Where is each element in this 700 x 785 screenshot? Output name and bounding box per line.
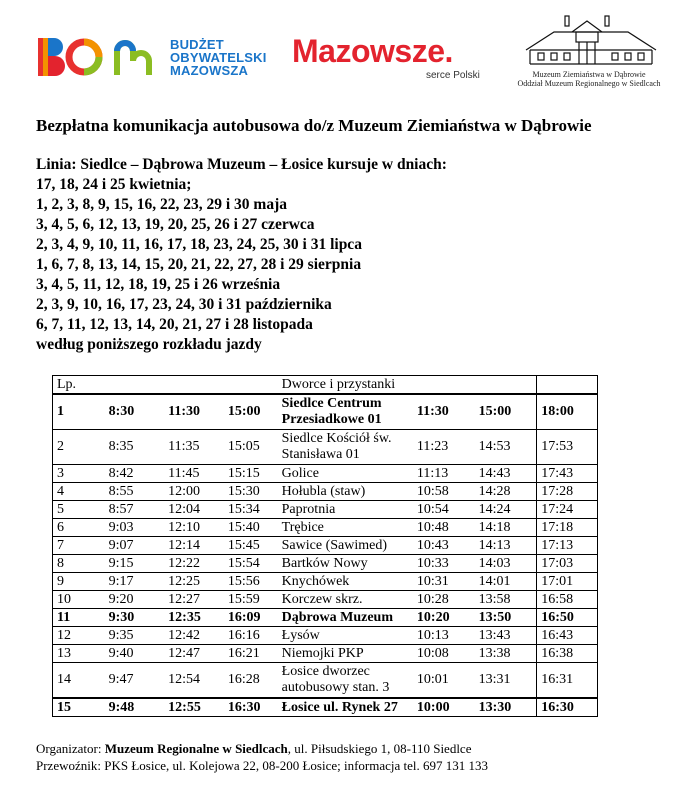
table-row <box>53 394 598 430</box>
time-back-3: 17:01 <box>537 573 598 591</box>
row-number: 1 <box>53 394 105 430</box>
time-back-2: 14:13 <box>475 537 537 555</box>
row-number: 14 <box>53 663 105 699</box>
time-out-3: 15:30 <box>224 483 278 501</box>
header-stops: Dworce i przystanki <box>278 376 537 395</box>
time-back-3: 16:43 <box>537 627 598 645</box>
time-out-3: 15:34 <box>224 501 278 519</box>
stop-name: Hołubla (staw) <box>278 483 413 501</box>
time-out-2: 12:27 <box>164 591 224 609</box>
page-title: Bezpłatna komunikacja autobusowa do/z Muzeum Ziemiaństwa w Dąbrowie <box>36 116 592 135</box>
time-back-3: 18:00 <box>537 394 598 430</box>
date-line: 3, 4, 5, 6, 12, 13, 19, 20, 25, 26 i 27 czerwca <box>36 216 315 233</box>
time-out-1: 9:48 <box>105 698 165 717</box>
stop-name: Dąbrowa Muzeum <box>278 609 413 627</box>
time-back-1: 10:54 <box>413 501 475 519</box>
date-line: 2, 3, 9, 10, 16, 17, 23, 24, 30 i 31 października <box>36 296 332 313</box>
time-out-3: 15:00 <box>224 394 278 430</box>
table-row <box>53 537 598 555</box>
row-number: 2 <box>53 430 105 465</box>
time-out-3: 16:28 <box>224 663 278 699</box>
time-back-1: 11:30 <box>413 394 475 430</box>
table-row <box>53 519 598 537</box>
table-row <box>53 609 598 627</box>
time-out-3: 15:40 <box>224 519 278 537</box>
time-out-1: 9:20 <box>105 591 165 609</box>
time-back-2: 13:31 <box>475 663 537 699</box>
museum-line1: Muzeum Ziemiaństwa w Dąbrowie <box>532 70 646 79</box>
time-back-2: 14:18 <box>475 519 537 537</box>
table-row <box>53 501 598 519</box>
time-out-3: 16:09 <box>224 609 278 627</box>
row-number: 6 <box>53 519 105 537</box>
date-line: 1, 2, 3, 8, 9, 15, 16, 22, 23, 29 i 30 maja <box>36 196 288 213</box>
time-back-2: 14:24 <box>475 501 537 519</box>
stop-name: Bartków Nowy <box>278 555 413 573</box>
stop-name: Paprotnia <box>278 501 413 519</box>
time-back-2: 13:50 <box>475 609 537 627</box>
time-back-1: 11:13 <box>413 465 475 483</box>
row-number: 10 <box>53 591 105 609</box>
stop-name: Sawice (Sawimed) <box>278 537 413 555</box>
time-out-2: 11:30 <box>164 394 224 430</box>
time-back-1: 10:33 <box>413 555 475 573</box>
time-back-3: 17:03 <box>537 555 598 573</box>
time-out-1: 8:55 <box>105 483 165 501</box>
table-row <box>53 483 598 501</box>
stop-name: Łosice dworzec autobusowy stan. 3 <box>278 663 413 699</box>
time-back-1: 10:43 <box>413 537 475 555</box>
row-number: 12 <box>53 627 105 645</box>
time-back-2: 13:58 <box>475 591 537 609</box>
date-line: 2, 3, 4, 9, 10, 11, 16, 17, 18, 23, 24, 25, 30 i 31 lipca <box>36 236 362 253</box>
time-out-1: 8:42 <box>105 465 165 483</box>
footer <box>36 740 488 774</box>
time-back-1: 10:00 <box>413 698 475 717</box>
time-back-3: 17:53 <box>537 430 598 465</box>
time-out-2: 12:35 <box>164 609 224 627</box>
time-back-1: 10:48 <box>413 519 475 537</box>
time-out-3: 15:45 <box>224 537 278 555</box>
organizer-address: , ul. Piłsudskiego 1, 08-110 Siedlce <box>287 741 472 756</box>
row-number: 9 <box>53 573 105 591</box>
time-out-2: 12:00 <box>164 483 224 501</box>
route-info <box>36 155 447 355</box>
table-row <box>53 555 598 573</box>
time-out-3: 15:56 <box>224 573 278 591</box>
row-number: 5 <box>53 501 105 519</box>
time-out-3: 16:30 <box>224 698 278 717</box>
time-out-1: 9:35 <box>105 627 165 645</box>
date-line: 6, 7, 11, 12, 13, 14, 20, 21, 27 i 28 listopada <box>36 316 313 333</box>
museum-line2: Oddział Muzeum Regionalnego w Siedlcach <box>517 79 661 88</box>
time-out-2: 12:10 <box>164 519 224 537</box>
time-back-3: 17:18 <box>537 519 598 537</box>
date-line: 3, 4, 5, 11, 12, 18, 19, 25 i 26 września <box>36 276 281 293</box>
time-out-3: 15:54 <box>224 555 278 573</box>
row-number: 15 <box>53 698 105 717</box>
time-back-3: 16:38 <box>537 645 598 663</box>
row-number: 13 <box>53 645 105 663</box>
row-number: 11 <box>53 609 105 627</box>
time-out-2: 12:54 <box>164 663 224 699</box>
budzet-obywatelski-logo-icon <box>38 37 166 82</box>
time-out-2: 12:22 <box>164 555 224 573</box>
table-row <box>53 645 598 663</box>
time-back-1: 11:23 <box>413 430 475 465</box>
time-back-3: 17:24 <box>537 501 598 519</box>
time-out-1: 8:35 <box>105 430 165 465</box>
date-line: 17, 18, 24 i 25 kwietnia; <box>36 176 192 193</box>
museum-manor-icon <box>524 14 658 75</box>
time-back-2: 13:43 <box>475 627 537 645</box>
mazowsze-logo: Mazowsze. <box>292 33 453 69</box>
time-out-2: 12:04 <box>164 501 224 519</box>
time-back-1: 10:20 <box>413 609 475 627</box>
time-back-2: 14:43 <box>475 465 537 483</box>
time-back-3: 17:28 <box>537 483 598 501</box>
time-out-2: 12:47 <box>164 645 224 663</box>
serce-polski: serce Polski <box>426 70 480 81</box>
row-number: 7 <box>53 537 105 555</box>
time-back-1: 10:31 <box>413 573 475 591</box>
time-out-1: 9:17 <box>105 573 165 591</box>
time-back-3: 16:50 <box>537 609 598 627</box>
schedule-note: według poniższego rozkładu jazdy <box>36 336 262 353</box>
time-back-3: 16:30 <box>537 698 598 717</box>
time-out-1: 8:57 <box>105 501 165 519</box>
time-out-1: 9:03 <box>105 519 165 537</box>
time-out-2: 12:25 <box>164 573 224 591</box>
time-out-2: 12:42 <box>164 627 224 645</box>
museum-caption <box>514 70 664 88</box>
row-number: 3 <box>53 465 105 483</box>
time-out-3: 16:21 <box>224 645 278 663</box>
header-lp: Lp. <box>53 376 105 395</box>
time-out-2: 12:55 <box>164 698 224 717</box>
budzet-obywatelski-text <box>170 38 267 77</box>
time-back-2: 13:30 <box>475 698 537 717</box>
stop-name: Knychówek <box>278 573 413 591</box>
time-out-1: 9:47 <box>105 663 165 699</box>
time-back-2: 14:01 <box>475 573 537 591</box>
time-back-1: 10:01 <box>413 663 475 699</box>
carrier-line: Przewoźnik: PKS Łosice, ul. Kolejowa 22, 08-200 Łosice; informacja tel. 697 131 133 <box>36 758 489 773</box>
table-row <box>53 698 598 717</box>
time-back-2: 14:28 <box>475 483 537 501</box>
time-back-3: 17:43 <box>537 465 598 483</box>
time-out-2: 11:35 <box>164 430 224 465</box>
row-number: 8 <box>53 555 105 573</box>
time-back-1: 10:08 <box>413 645 475 663</box>
time-out-3: 15:59 <box>224 591 278 609</box>
stop-name: Siedlce Kościół św. Stanisława 01 <box>278 430 413 465</box>
time-back-1: 10:13 <box>413 627 475 645</box>
time-back-3: 16:58 <box>537 591 598 609</box>
organizer-name: Muzeum Regionalne w Siedlcach <box>104 741 288 756</box>
organizer-line <box>36 740 488 757</box>
budget-line1: BUDŻET <box>170 37 224 52</box>
table-row <box>53 430 598 465</box>
time-out-3: 15:15 <box>224 465 278 483</box>
time-back-3: 16:31 <box>537 663 598 699</box>
table-row <box>53 573 598 591</box>
time-out-3: 15:05 <box>224 430 278 465</box>
budget-line2: OBYWATELSKI <box>170 50 267 65</box>
time-out-1: 9:07 <box>105 537 165 555</box>
table-row <box>53 663 598 699</box>
time-back-2: 13:38 <box>475 645 537 663</box>
stop-name: Trębice <box>278 519 413 537</box>
time-out-2: 12:14 <box>164 537 224 555</box>
date-line: 1, 6, 7, 8, 13, 14, 15, 20, 21, 22, 27, 28 i 29 sierpnia <box>36 256 362 273</box>
stop-name: Siedlce Centrum Przesiadkowe 01 <box>278 394 413 430</box>
time-out-1: 8:30 <box>105 394 165 430</box>
header <box>0 0 700 105</box>
stop-name: Łysów <box>278 627 413 645</box>
time-out-1: 9:30 <box>105 609 165 627</box>
stop-name: Łosice ul. Rynek 27 <box>278 698 413 717</box>
time-back-2: 15:00 <box>475 394 537 430</box>
time-out-3: 16:16 <box>224 627 278 645</box>
organizer-label: Organizator: <box>36 741 105 756</box>
table-row <box>53 465 598 483</box>
timetable <box>52 375 598 717</box>
time-back-2: 14:53 <box>475 430 537 465</box>
row-number: 4 <box>53 483 105 501</box>
stop-name: Korczew skrz. <box>278 591 413 609</box>
route-heading: Linia: Siedlce – Dąbrowa Muzeum – Łosice kursuje w dniach: <box>36 156 447 173</box>
time-out-2: 11:45 <box>164 465 224 483</box>
time-out-1: 9:40 <box>105 645 165 663</box>
stop-name: Golice <box>278 465 413 483</box>
table-row <box>53 591 598 609</box>
time-back-3: 17:13 <box>537 537 598 555</box>
time-back-1: 10:58 <box>413 483 475 501</box>
table-row <box>53 627 598 645</box>
table-header <box>53 376 598 395</box>
time-back-2: 14:03 <box>475 555 537 573</box>
stop-name: Niemojki PKP <box>278 645 413 663</box>
budget-line3: MAZOWSZA <box>170 63 249 78</box>
time-out-1: 9:15 <box>105 555 165 573</box>
time-back-1: 10:28 <box>413 591 475 609</box>
